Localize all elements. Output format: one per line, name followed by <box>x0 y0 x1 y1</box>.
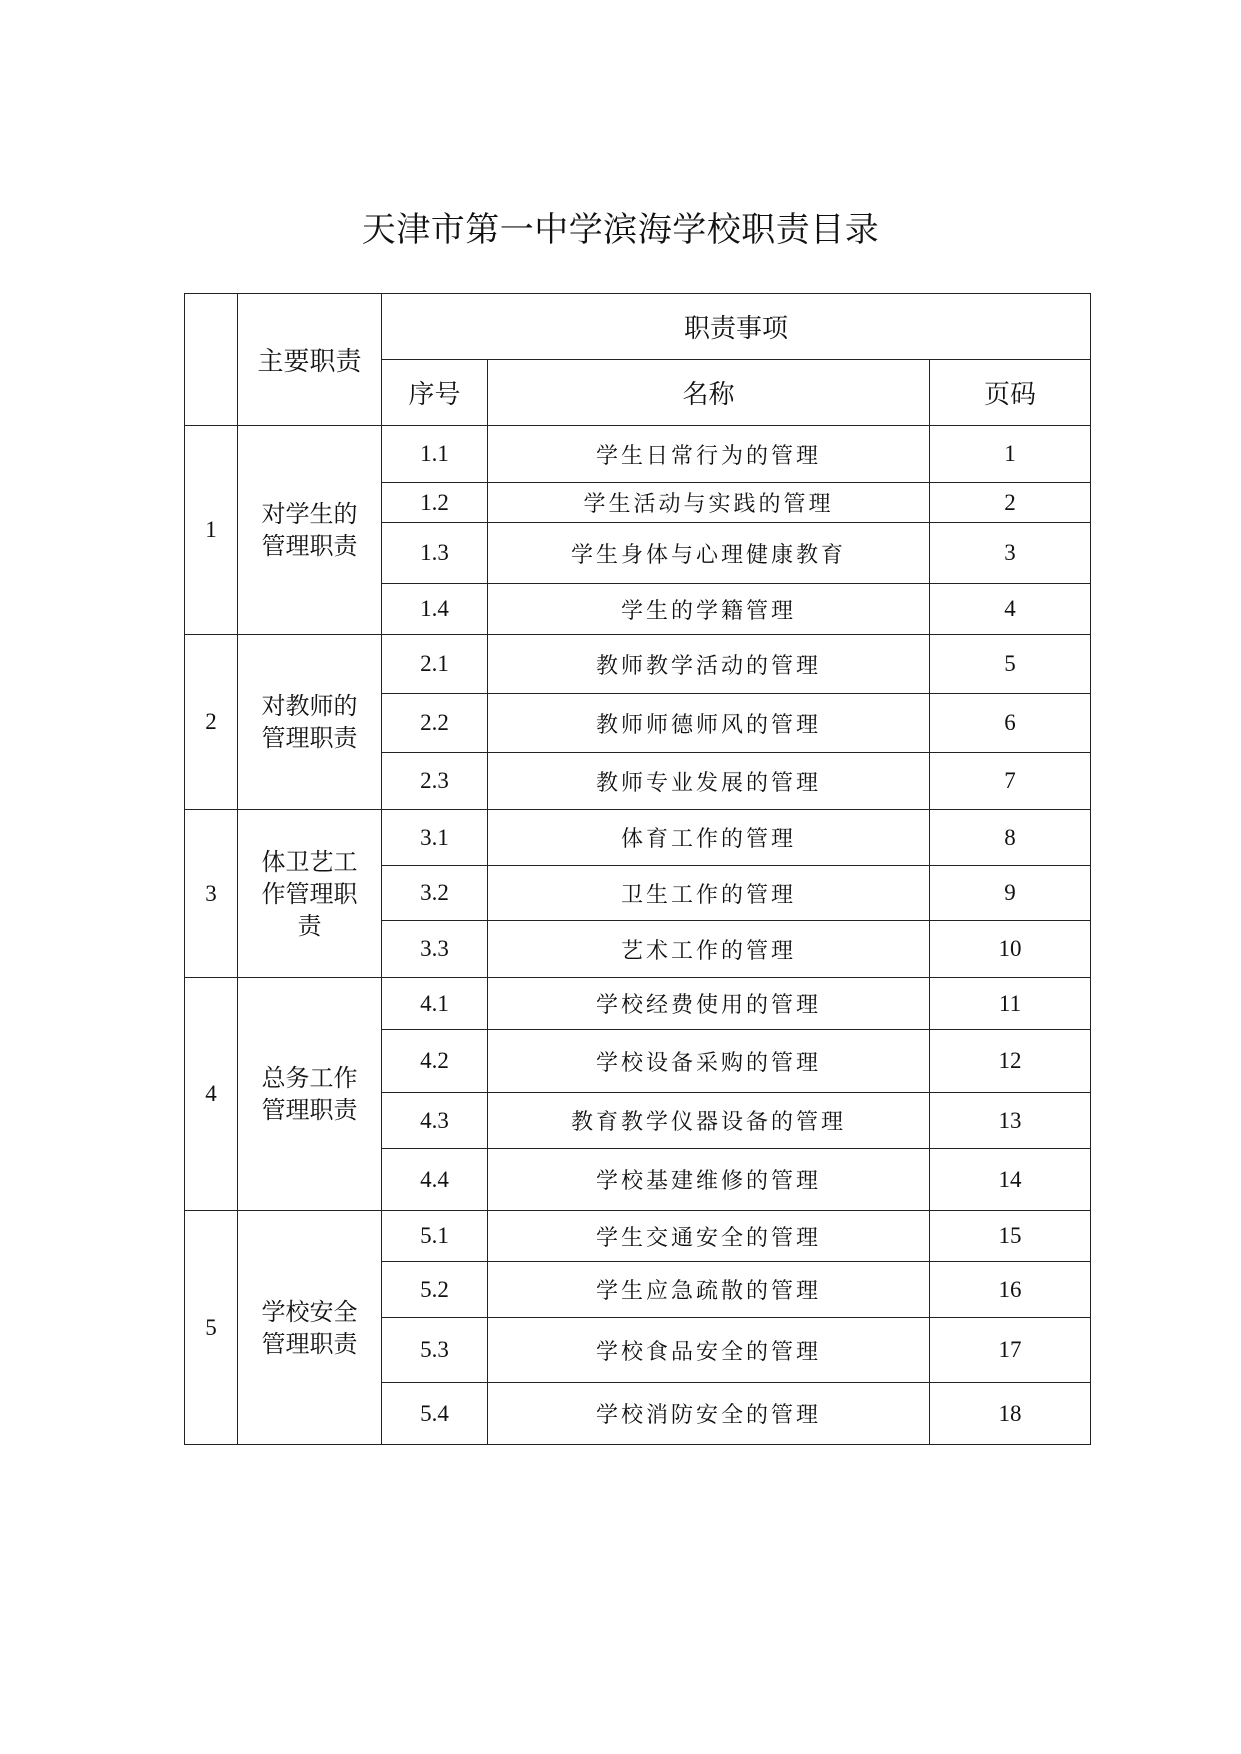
item-seq: 2.3 <box>382 753 488 810</box>
item-page: 12 <box>930 1030 1091 1093</box>
item-seq: 5.3 <box>382 1318 488 1383</box>
table-row <box>185 1211 1091 1262</box>
item-seq: 2.2 <box>382 694 488 753</box>
category-name-line: 管理职责 <box>261 532 358 560</box>
category-name <box>238 1211 382 1445</box>
item-name: 教师师德师风的管理 <box>488 694 930 753</box>
item-name: 学生日常行为的管理 <box>488 426 930 483</box>
category-name-line: 责 <box>297 911 322 940</box>
item-name: 学校基建维修的管理 <box>488 1149 930 1211</box>
category-name <box>238 426 382 635</box>
category-name-line: 总务工作 <box>261 1064 358 1092</box>
item-name: 卫生工作的管理 <box>488 866 930 921</box>
table-row <box>185 635 1091 694</box>
item-page: 9 <box>930 866 1091 921</box>
item-seq: 5.2 <box>382 1262 488 1318</box>
item-name: 体育工作的管理 <box>488 810 930 866</box>
item-seq: 1.3 <box>382 523 488 584</box>
item-page: 18 <box>930 1383 1091 1445</box>
item-page: 2 <box>930 483 1091 523</box>
item-name: 学生身体与心理健康教育 <box>488 523 930 584</box>
category-index: 1 <box>185 426 238 635</box>
category-name-line: 作管理职 <box>261 879 358 908</box>
table-row <box>185 810 1091 866</box>
item-seq: 5.1 <box>382 1211 488 1262</box>
category-index: 4 <box>185 978 238 1211</box>
page-title: 天津市第一中学滨海学校职责目录 <box>361 210 880 250</box>
category-name-line: 学校安全 <box>261 1297 358 1326</box>
item-name: 学生活动与实践的管理 <box>488 483 930 523</box>
item-page: 13 <box>930 1093 1091 1149</box>
category-name <box>238 635 382 810</box>
item-seq: 1.4 <box>382 584 488 635</box>
header-items-group: 职责事项 <box>382 294 1091 360</box>
item-name: 教师专业发展的管理 <box>488 753 930 810</box>
item-name: 学校消防安全的管理 <box>488 1383 930 1445</box>
item-seq: 4.3 <box>382 1093 488 1149</box>
category-name-line: 管理职责 <box>261 724 358 752</box>
item-name: 学生的学籍管理 <box>488 584 930 635</box>
item-page: 8 <box>930 810 1091 866</box>
table-row <box>185 426 1091 483</box>
item-seq: 3.3 <box>382 921 488 978</box>
item-name: 教育教学仪器设备的管理 <box>488 1093 930 1149</box>
item-seq: 1.2 <box>382 483 488 523</box>
item-page: 14 <box>930 1149 1091 1211</box>
category-name-line: 对教师的 <box>261 692 358 720</box>
item-seq: 4.1 <box>382 978 488 1030</box>
header-seq: 序号 <box>382 360 488 426</box>
item-page: 15 <box>930 1211 1091 1262</box>
header-name: 名称 <box>488 360 930 426</box>
item-page: 4 <box>930 584 1091 635</box>
duties-table <box>184 293 1091 1445</box>
item-name: 学校食品安全的管理 <box>488 1318 930 1383</box>
item-seq: 1.1 <box>382 426 488 483</box>
item-seq: 5.4 <box>382 1383 488 1445</box>
item-page: 6 <box>930 694 1091 753</box>
item-name: 学生交通安全的管理 <box>488 1211 930 1262</box>
item-seq: 4.4 <box>382 1149 488 1211</box>
item-page: 16 <box>930 1262 1091 1318</box>
header-page: 页码 <box>930 360 1091 426</box>
item-page: 5 <box>930 635 1091 694</box>
item-name: 学校设备采购的管理 <box>488 1030 930 1093</box>
duties-table-body <box>185 294 1091 1445</box>
header-blank-cell <box>185 294 238 426</box>
category-index: 5 <box>185 1211 238 1445</box>
item-page: 7 <box>930 753 1091 810</box>
category-name-line: 体卫艺工 <box>261 847 358 876</box>
item-page: 17 <box>930 1318 1091 1383</box>
item-name: 教师教学活动的管理 <box>488 635 930 694</box>
category-name-line: 管理职责 <box>261 1096 358 1124</box>
category-name <box>238 978 382 1211</box>
item-name: 学校经费使用的管理 <box>488 978 930 1030</box>
category-name <box>238 810 382 978</box>
category-name-line: 管理职责 <box>261 1329 358 1358</box>
header-row <box>185 294 1091 360</box>
header-main-duty: 主要职责 <box>238 294 382 426</box>
item-name: 学生应急疏散的管理 <box>488 1262 930 1318</box>
category-index: 2 <box>185 635 238 810</box>
item-page: 11 <box>930 978 1091 1030</box>
item-page: 3 <box>930 523 1091 584</box>
item-seq: 3.2 <box>382 866 488 921</box>
table-row <box>185 978 1091 1030</box>
item-seq: 4.2 <box>382 1030 488 1093</box>
item-name: 艺术工作的管理 <box>488 921 930 978</box>
item-seq: 3.1 <box>382 810 488 866</box>
item-page: 10 <box>930 921 1091 978</box>
item-seq: 2.1 <box>382 635 488 694</box>
item-page: 1 <box>930 426 1091 483</box>
category-index: 3 <box>185 810 238 978</box>
category-name-line: 对学生的 <box>261 500 358 528</box>
